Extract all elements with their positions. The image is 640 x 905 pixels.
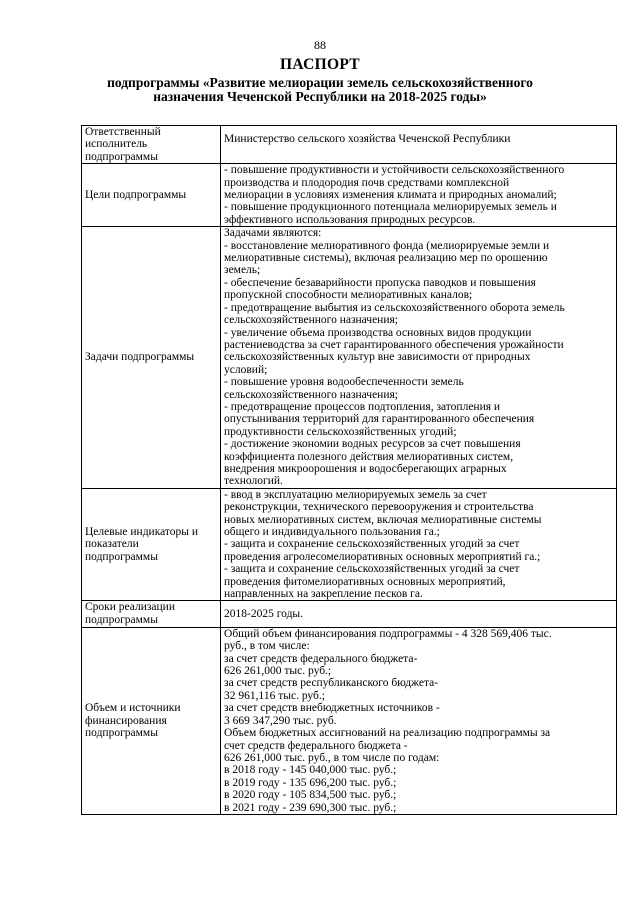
value-line: мелиоративные системы), включая реализацию мер по орошению (224, 252, 548, 265)
label-line: финансирования (85, 714, 167, 727)
value-line: эффективного использования природных ресурсов. (224, 213, 476, 226)
value-line: растениеводства за счет гарантированного обеспечения урожайности (224, 338, 564, 351)
value-line: 626 261,000 тыс. руб., в том числе по годам: (224, 751, 440, 764)
value-line: за счет средств внебюджетных источников - (224, 702, 440, 715)
subtitle-line: подпрограммы «Развитие мелиорации земель сельскохозяйственного (107, 76, 533, 90)
value-line: коэффициента полезного действия мелиоративных систем, (224, 450, 514, 463)
table-row-tasks (82, 227, 617, 489)
value-line: проведения агролесомелиоративных основных мероприятий га.; (224, 550, 541, 563)
value-line: опустынивания территорий для гарантированного обеспечения (224, 413, 535, 426)
row-label (82, 601, 221, 627)
value-line: - увеличение объема производства основных видов продукции (224, 326, 532, 339)
value-line: - защита и сохранение сельскохозяйственных угодий за счет (224, 563, 520, 576)
label-line: Целевые индикаторы и (85, 526, 199, 538)
row-value (221, 164, 617, 227)
label-line: подпрограммы (85, 550, 158, 563)
value-line: - восстановление мелиоративного фонда (мелиорируемые земли и (224, 239, 550, 252)
label-line: Ответственный (85, 126, 161, 138)
value-line: - повышение продукционного потенциала мелиорируемых земель и (224, 201, 557, 214)
row-label (82, 488, 221, 601)
label-line: исполнитель (85, 138, 148, 151)
label-line: Сроки реализации (85, 601, 175, 614)
value-line: - защита и сохранение сельскохозяйственных угодий за счет (224, 538, 520, 551)
subtitle-line: назначения Чеченской Республики на 2018-2025 годы» (153, 90, 487, 104)
row-label (82, 164, 221, 227)
value-line: земель; (224, 264, 261, 277)
value-line: 3 669 347,290 тыс. руб. (224, 714, 337, 727)
value-line: Задачами являются: (224, 227, 322, 240)
value-line: мелиорации в условиях изменения климата и природных аномалий; (224, 189, 557, 202)
value-line: - предотвращение процессов подтопления, затопления и (224, 400, 501, 413)
value-line: проведения фитомелиоративных основных мероприятий, (224, 575, 506, 588)
value-line: 2018-2025 годы. (224, 608, 304, 621)
value-line: - достижение экономии водных ресурсов за счет повышения (224, 438, 521, 451)
value-line: условий; (224, 363, 268, 376)
label-line: подпрограммы (85, 727, 158, 740)
value-line: сельскохозяйственного назначения; (224, 314, 398, 327)
value-line: в 2019 году - 135 696,200 тыс. руб.; (224, 776, 397, 789)
row-label (82, 227, 221, 489)
document-subtitle (100, 76, 540, 104)
value-line: - предотвращение выбытия из сельскохозяйственного оборота земель (224, 301, 565, 314)
value-line: технологий. (224, 475, 283, 488)
value-line: в 2018 году - 145 040,000 тыс. руб.; (224, 764, 397, 777)
value-line: счет средств федерального бюджета - (224, 739, 408, 752)
value-line: пропускной способности мелиоративных каналов; (224, 289, 473, 302)
passport-table (81, 125, 617, 815)
row-label (82, 126, 221, 164)
row-value (221, 126, 617, 164)
table-row-responsible-executor (82, 126, 617, 164)
value-line: в 2021 году - 239 690,300 тыс. руб.; (224, 801, 397, 814)
value-line: за счет средств республиканского бюджета- (224, 677, 439, 690)
row-label (82, 627, 221, 814)
table-row-target-indicators (82, 488, 617, 601)
row-value (221, 227, 617, 489)
value-line: за счет средств федерального бюджета- (224, 652, 418, 665)
row-value (221, 627, 617, 814)
value-line: - повышение уровня водообеспеченности земель (224, 376, 464, 389)
value-line: общего и индивидуального пользования га.; (224, 526, 440, 538)
value-line: продуктивности сельскохозяйственных угодий; (224, 425, 457, 438)
value-line: - ввод в эксплуатацию мелиорируемых земель за счет (224, 488, 487, 501)
value-line: 32 961,116 тыс. руб.; (224, 689, 325, 702)
table-row-implementation-period (82, 601, 617, 627)
label-line: подпрограммы (85, 150, 158, 163)
value-line: направленных на закрепление песков га. (224, 588, 423, 601)
value-line: Министерство сельского хозяйства Чеченской Республики (224, 133, 511, 145)
value-line: сельскохозяйственных культур вне зависимости от природных (224, 351, 531, 364)
value-line: Объем бюджетных ассигнований на реализацию подпрограммы за (224, 727, 551, 740)
value-line: производства и плодородия почв средствами комплексной (224, 176, 510, 189)
label-line: показатели (85, 538, 139, 551)
label-line: Задачи подпрограммы (85, 351, 195, 364)
row-value (221, 601, 617, 627)
value-line: Общий объем финансирования подпрограммы - 4 328 569,406 тыс. (224, 627, 552, 640)
value-line: - повышение продуктивности и устойчивости сельскохозяйственного (224, 164, 565, 177)
label-line: подпрограммы (85, 613, 158, 626)
value-line: новых мелиоративных систем, включая мелиоративные системы (224, 513, 542, 526)
page-number: 88 (314, 38, 326, 52)
value-line: в 2020 году - 105 834,500 тыс. руб.; (224, 789, 397, 802)
table-row-goals (82, 164, 617, 227)
value-line: - обеспечение безаварийности пропуска паводков и повышения (224, 276, 536, 289)
label-line: Объем и источники (85, 702, 181, 715)
table-row-financing (82, 627, 617, 814)
value-line: внедрения микроорошения и водосберегающих аграрных (224, 462, 507, 475)
value-line: руб., в том числе: (224, 640, 310, 653)
document-title: ПАСПОРТ (280, 56, 360, 73)
row-value (221, 488, 617, 601)
label-line: Цели подпрограммы (85, 189, 187, 202)
value-line: реконструкции, технического перевооружения и строительства (224, 501, 534, 514)
value-line: сельскохозяйственного назначения; (224, 388, 398, 401)
value-line: 626 261,000 тыс. руб.; (224, 665, 332, 678)
